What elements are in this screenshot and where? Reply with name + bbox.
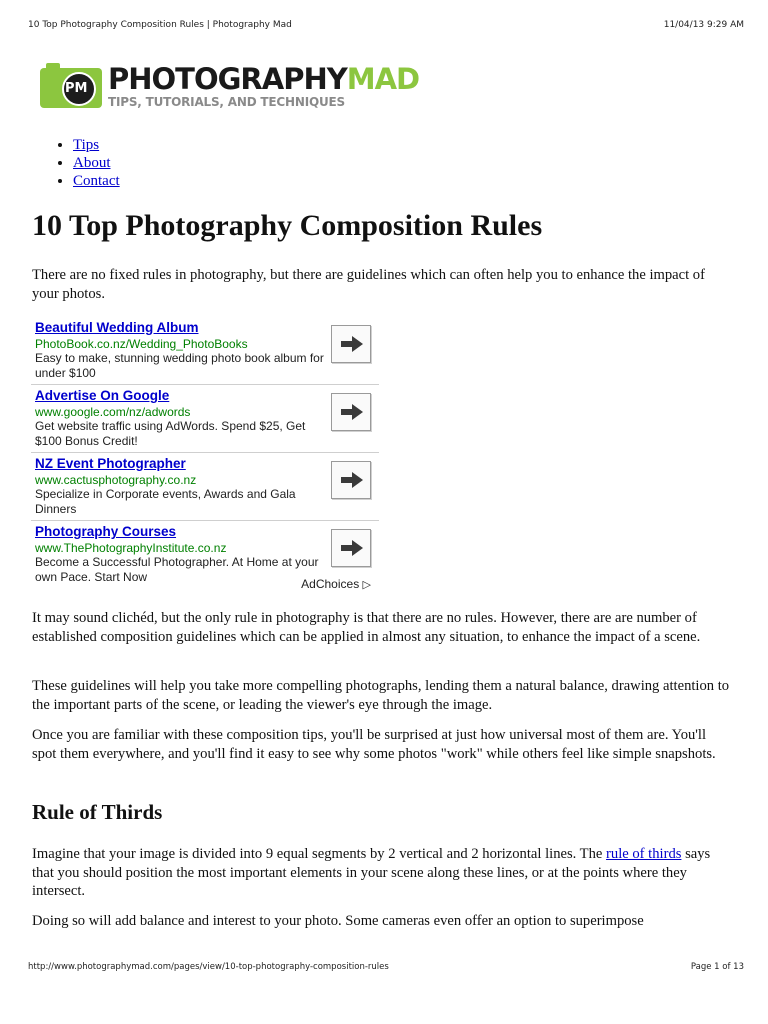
ad-go-button[interactable] bbox=[331, 529, 371, 567]
ad-description: Become a Successful Photographer. At Home at your own Pace. Start Now bbox=[35, 555, 319, 584]
ad-item bbox=[31, 453, 379, 521]
print-header bbox=[28, 20, 744, 32]
ad-description: Easy to make, stunning wedding photo book album for under $100 bbox=[35, 351, 324, 380]
site-logo[interactable] bbox=[40, 62, 480, 112]
page-title: 10 Top Photography Composition Rules bbox=[32, 209, 543, 242]
intro-paragraph: There are no fixed rules in photography, but there are guidelines which can often help you to enhance the impact of your photos. bbox=[32, 267, 705, 302]
ad-title-link[interactable]: Beautiful Wedding Album bbox=[35, 320, 199, 335]
ad-description: Specialize in Corporate events, Awards and Gala Dinners bbox=[35, 487, 296, 516]
ad-item bbox=[31, 521, 379, 589]
ad-title-link[interactable]: Advertise On Google bbox=[35, 388, 170, 403]
ad-item bbox=[31, 385, 379, 453]
logo-word-accent: MAD bbox=[346, 62, 420, 96]
camera-icon bbox=[40, 68, 102, 108]
main-nav bbox=[32, 136, 120, 190]
ad-title-link[interactable]: NZ Event Photographer bbox=[35, 456, 186, 471]
article-paragraph: Doing so will add balance and interest to your photo. Some cameras even offer an option to superimpose bbox=[32, 913, 644, 929]
ad-go-button[interactable] bbox=[331, 461, 371, 499]
adchoices-label: AdChoices bbox=[301, 577, 360, 591]
logo-tagline: TIPS, TUTORIALS, AND TECHNIQUES bbox=[108, 95, 345, 109]
ad-url[interactable]: www.cactusphotography.co.nz bbox=[35, 473, 197, 487]
logo-wordmark bbox=[108, 62, 419, 96]
adchoices-link[interactable] bbox=[301, 577, 371, 591]
paragraph-text: Imagine that your image is divided into 9 equal segments by 2 vertical and 2 horizontal lines. The bbox=[32, 846, 607, 862]
arrow-right-icon bbox=[340, 539, 364, 557]
ad-description: Get website traffic using AdWords. Spend $25, Get $100 Bonus Credit! bbox=[35, 419, 306, 448]
paragraph-text: says that you should position the most important elements in your scene along these lines, or at the points where they intersect. bbox=[32, 846, 711, 900]
arrow-right-icon bbox=[340, 335, 364, 353]
article-paragraph: Once you are familiar with these composition tips, you'll be surprised at just how universal most of them are. You'll spot them everywhere, and you'll find it easy to see why some photos "work" while others feel like simple snapshots. bbox=[32, 727, 716, 762]
logo-word-main: PHOTOGRAPHY bbox=[108, 62, 347, 96]
adchoices-icon: ▷ bbox=[362, 579, 371, 591]
rule-of-thirds-link[interactable]: rule of thirds bbox=[606, 846, 682, 862]
arrow-right-icon bbox=[340, 403, 364, 421]
print-footer-page: Page 1 of 13 bbox=[690, 962, 744, 972]
nav-link-about[interactable]: About bbox=[73, 155, 111, 171]
nav-link-tips[interactable]: Tips bbox=[73, 137, 100, 153]
ad-item bbox=[31, 317, 379, 385]
nav-item-about bbox=[73, 154, 120, 172]
ad-go-button[interactable] bbox=[331, 325, 371, 363]
ad-go-button[interactable] bbox=[331, 393, 371, 431]
article-paragraph: It may sound clichéd, but the only rule in photography is that there are no rules. However, there are are number of established composition guidelines which can be applied in almost any situation, to enhance the impact of a scene. bbox=[32, 610, 701, 645]
print-header-title: 10 Top Photography Composition Rules | Photography Mad bbox=[28, 20, 292, 30]
ad-title-link[interactable]: Photography Courses bbox=[35, 524, 177, 539]
arrow-right-icon bbox=[340, 471, 364, 489]
section-heading: Rule of Thirds bbox=[32, 800, 163, 824]
article-paragraph: These guidelines will help you take more compelling photographs, lending them a natural balance, drawing attention to the important parts of the scene, or leading the viewer's eye through the image. bbox=[32, 678, 730, 713]
ad-block bbox=[31, 317, 379, 589]
print-header-datetime: 11/04/13 9:29 AM bbox=[663, 20, 744, 30]
nav-link-contact[interactable]: Contact bbox=[73, 173, 120, 189]
print-footer bbox=[28, 962, 744, 974]
nav-item-tips bbox=[73, 136, 120, 154]
print-footer-url: http://www.photographymad.com/pages/view/10-top-photography-composition-rules bbox=[28, 962, 389, 972]
article-paragraph bbox=[32, 845, 732, 901]
ad-url[interactable]: www.ThePhotographyInstitute.co.nz bbox=[35, 541, 227, 555]
ad-url[interactable]: www.google.com/nz/adwords bbox=[35, 405, 191, 419]
ad-url[interactable]: PhotoBook.co.nz/Wedding_PhotoBooks bbox=[35, 337, 248, 351]
nav-item-contact bbox=[73, 172, 120, 190]
logo-badge: PM bbox=[65, 81, 88, 96]
